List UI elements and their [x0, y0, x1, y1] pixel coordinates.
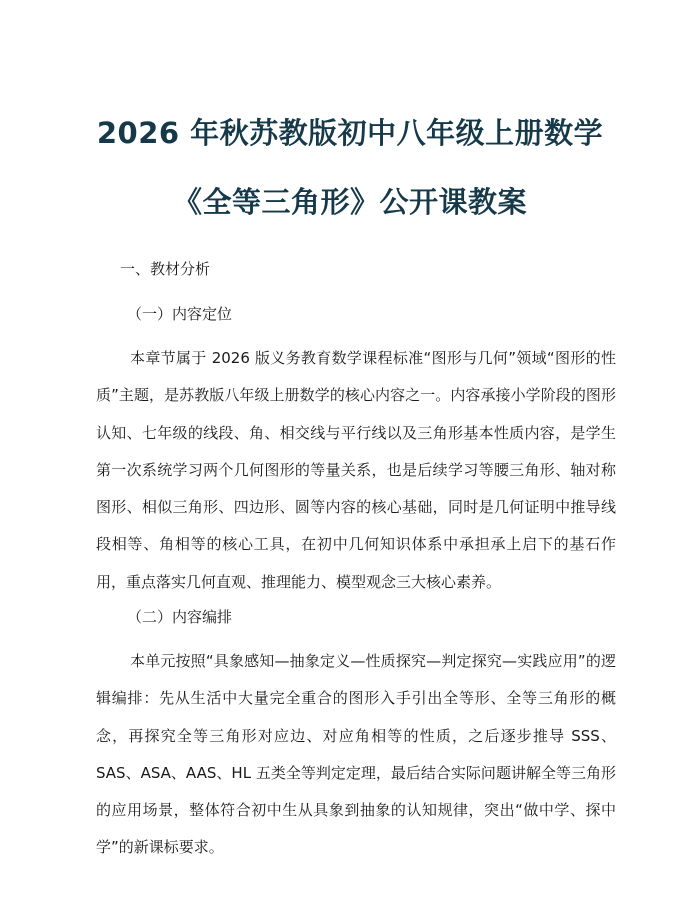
paragraph-content-positioning: 本章节属于 2026 版义务教育数学课程标准“图形与几何”领域“图形的性质”主题，是苏教版八年级上册数学的核心内容之一。内容承接小学阶段的图形认知、七年级的线段、角、相交线与平行线以及三角形基本性质内容，是学生第一次系统学习两个几何图形的等量关系，也是后续学习等腰三角形、轴对称图形、相似三角形、四边形、圆等内容的核心基础，同时是几何证明中推导线段相等、角相等的核心工具，在初中几何知识体系中承担承上启下的基石作用，重点落实几何直观、推理能力、模型观念三大核心素养。 — [96, 349, 616, 591]
subsection-heading-content-positioning: （一）内容定位 — [127, 305, 233, 323]
document-title-line-1: 2026 年秋苏教版初中八年级上册数学 — [96, 116, 604, 150]
paragraph-content-arrangement: 本单元按照“具象感知—抽象定义—性质探究—判定探究—实践应用”的逻辑编排：先从生活中大量完全重合的图形入手引出全等形、全等三角形的概念，再探究全等三角形对应边、对应角相等的性质，之后逐步推导 SSS、SAS、ASA、AAS、HL 五类全等判定定理，最后结合实际问题讲解全等三角形的应用场景，整体符合初中生从具象到抽象的认知规律，突出“做中学、探中学”的新课标要求。 — [96, 652, 616, 857]
document-title-line-2: 《全等三角形》公开课教案 — [172, 185, 527, 219]
subsection-heading-content-arrangement: （二）内容编排 — [127, 608, 233, 626]
section-heading-teaching-material-analysis: 一、教材分析 — [120, 260, 211, 278]
